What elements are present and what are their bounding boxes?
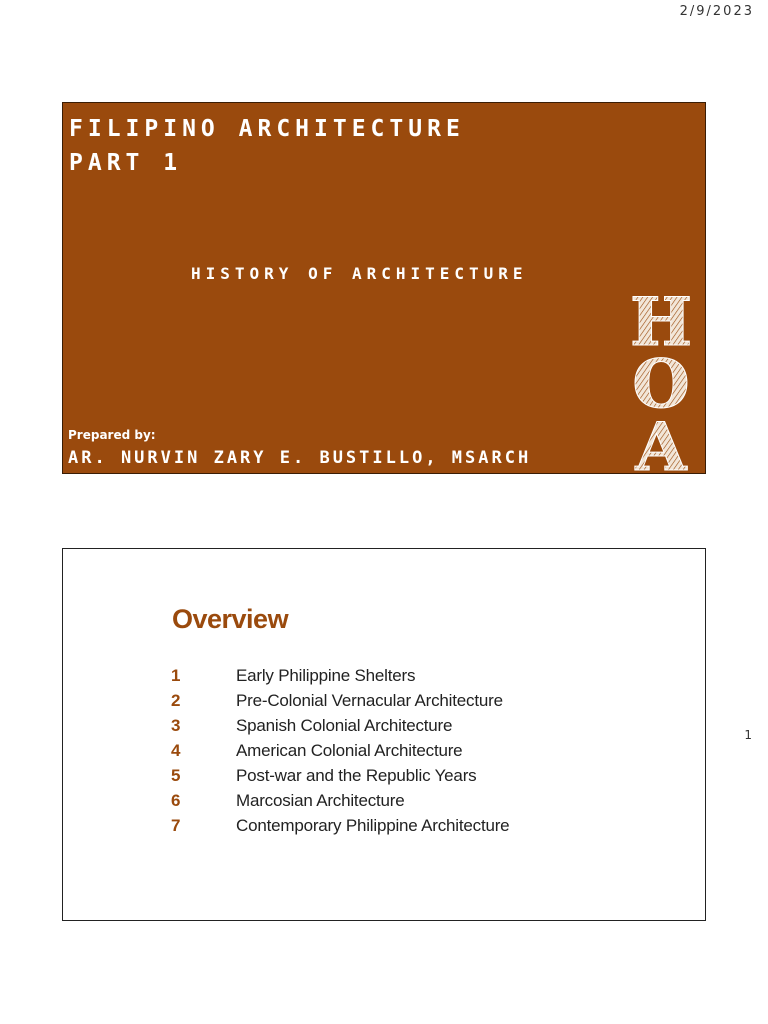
item-text: American Colonial Architecture bbox=[236, 740, 463, 760]
item-text: Contemporary Philippine Architecture bbox=[236, 815, 510, 835]
svg-text:H: H bbox=[629, 283, 693, 361]
list-item bbox=[171, 738, 509, 763]
item-text: Early Philippine Shelters bbox=[236, 665, 416, 685]
list-item bbox=[171, 713, 509, 738]
item-number: 5 bbox=[171, 765, 181, 785]
slide-title-line-1: FILIPINO ARCHITECTURE bbox=[69, 116, 465, 142]
item-number: 6 bbox=[171, 790, 181, 810]
item-text: Pre-Colonial Vernacular Architecture bbox=[236, 690, 503, 710]
svg-text:O: O bbox=[632, 345, 690, 423]
item-text: Spanish Colonial Architecture bbox=[236, 715, 453, 735]
list-item bbox=[171, 788, 509, 813]
item-number: 7 bbox=[171, 815, 181, 835]
item-number: 1 bbox=[171, 665, 181, 685]
page-number: 1 bbox=[744, 728, 752, 742]
item-number: 2 bbox=[171, 690, 181, 710]
print-date: 2/9/2023 bbox=[679, 4, 754, 19]
item-text: Post-war and the Republic Years bbox=[236, 765, 477, 785]
svg-text:A: A bbox=[635, 408, 687, 475]
slide-title-line-2: PART 1 bbox=[69, 150, 183, 176]
item-number: 4 bbox=[171, 740, 181, 760]
overview-heading: Overview bbox=[172, 604, 289, 634]
overview-list bbox=[171, 663, 509, 838]
overview-slide bbox=[62, 548, 706, 921]
list-item bbox=[171, 763, 509, 788]
list-item bbox=[171, 813, 509, 838]
slide-subtitle: HISTORY OF ARCHITECTURE bbox=[191, 264, 528, 283]
hoa-logo bbox=[623, 283, 699, 474]
author-name: AR. NURVIN ZARY E. BUSTILLO, MSARCH bbox=[68, 448, 532, 468]
list-item bbox=[171, 663, 509, 688]
item-text: Marcosian Architecture bbox=[236, 790, 405, 810]
item-number: 3 bbox=[171, 715, 181, 735]
list-item bbox=[171, 688, 509, 713]
prepared-by-label: Prepared by: bbox=[68, 428, 156, 442]
title-slide bbox=[62, 102, 706, 474]
